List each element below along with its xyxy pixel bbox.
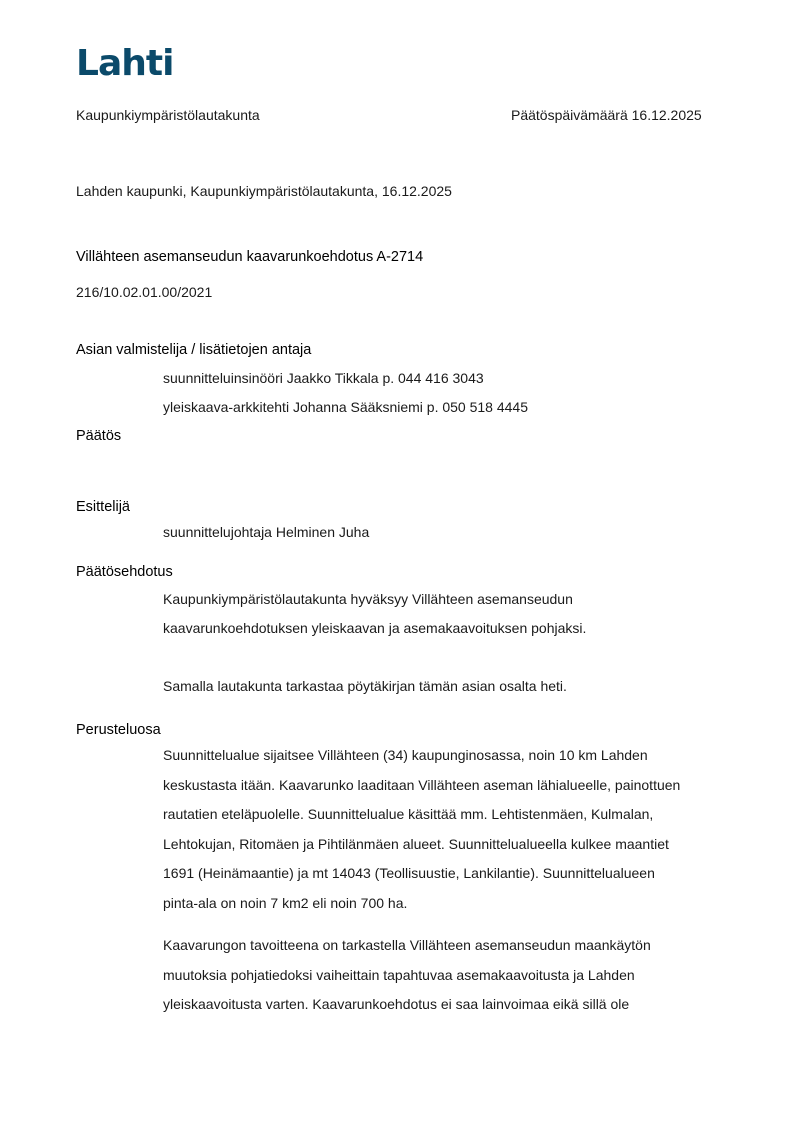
rationale-line: rautatien eteläpuolelle. Suunnittelualue käsittää mm. Lehtistenmäen, Kulmalan, bbox=[163, 806, 654, 822]
rationale-line: 1691 (Heinämaantie) ja mt 14043 (Teollisuustie, Lankilantie). Suunnittelualueen bbox=[163, 865, 655, 881]
rationale-line: Kaavarungon tavoitteena on tarkastella Villähteen asemanseudun maankäytön bbox=[163, 937, 651, 953]
rationale-line: yleiskaavoitusta varten. Kaavarunkoehdotus ei saa lainvoimaa eikä sillä ole bbox=[163, 996, 630, 1012]
decision-heading: Päätös bbox=[76, 428, 122, 444]
lahti-logo: Lahti bbox=[76, 43, 174, 84]
presenter-heading: Esittelijä bbox=[76, 499, 130, 515]
rationale-line: pinta-ala on noin 7 km2 eli noin 700 ha. bbox=[163, 895, 408, 911]
preparer-heading: Asian valmistelija / lisätietojen antaja bbox=[76, 342, 312, 358]
meta-line: Lahden kaupunki, Kaupunkiympäristölautakunta, 16.12.2025 bbox=[76, 183, 452, 199]
proposal-line: kaavarunkoehdotuksen yleiskaavan ja asemakaavoituksen pohjaksi. bbox=[163, 620, 587, 636]
preparer-line: yleiskaava-arkkitehti Johanna Sääksniemi p. 050 518 4445 bbox=[163, 399, 529, 415]
rationale-line: muutoksia pohjatiedoksi vaiheittain tapahtuvaa asemakaavoitusta ja Lahden bbox=[163, 967, 635, 983]
proposal-line: Samalla lautakunta tarkastaa pöytäkirjan tämän asian osalta heti. bbox=[163, 678, 567, 694]
rationale-line: Suunnittelualue sijaitsee Villähteen (34) kaupunginosassa, noin 10 km Lahden bbox=[163, 747, 648, 763]
decision-date: Päätöspäivämäärä 16.12.2025 bbox=[511, 107, 702, 123]
proposal-line: Kaupunkiympäristölautakunta hyväksyy Villähteen asemanseudun bbox=[163, 591, 573, 607]
rationale-heading: Perusteluosa bbox=[76, 722, 161, 738]
rationale-line: Lehtokujan, Ritomäen ja Pihtilänmäen alueet. Suunnittelualueella kulkee maantiet bbox=[163, 836, 669, 852]
preparer-line: suunnitteluinsinööri Jaakko Tikkala p. 044 416 3043 bbox=[163, 370, 484, 386]
document-title: Villähteen asemanseudun kaavarunkoehdotus A-2714 bbox=[76, 249, 424, 265]
reference-number: 216/10.02.01.00/2021 bbox=[76, 284, 213, 300]
presenter-line: suunnittelujohtaja Helminen Juha bbox=[163, 524, 370, 540]
board-name: Kaupunkiympäristölautakunta bbox=[76, 107, 260, 123]
rationale-line: keskustasta itään. Kaavarunko laaditaan Villähteen aseman lähialueelle, painottuen bbox=[163, 777, 681, 793]
proposal-heading: Päätösehdotus bbox=[76, 564, 173, 580]
